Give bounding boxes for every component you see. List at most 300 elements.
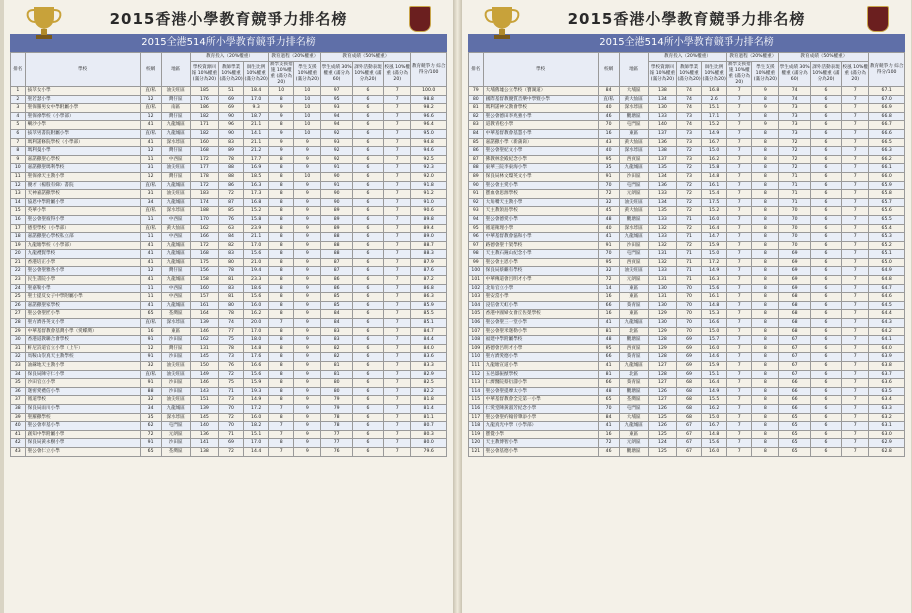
cell-a: 130 bbox=[648, 284, 676, 293]
table-row bbox=[11, 387, 447, 396]
cell-a: 140 bbox=[648, 121, 676, 130]
cell-a: 131 bbox=[648, 293, 676, 302]
cell-a: 162 bbox=[190, 224, 218, 233]
cell-g: 6 bbox=[810, 121, 841, 130]
cell-h: 7 bbox=[842, 267, 869, 276]
cell-d: 7 bbox=[727, 172, 752, 181]
cell-school: 聖公會聖匠小學 bbox=[25, 310, 140, 319]
cell-e: 8 bbox=[752, 422, 779, 431]
cell-d: 7 bbox=[727, 95, 752, 104]
cell-rank: 81 bbox=[469, 104, 484, 113]
cell-t: 63.8 bbox=[869, 362, 905, 371]
col-resource: 學校資源回報 10%權重 (滿分為20) bbox=[648, 62, 676, 87]
cell-district: 深水埗區 bbox=[161, 319, 190, 328]
cell-district: 九龍城區 bbox=[619, 233, 648, 242]
col-total: 教育競爭力 綜合得分/100 bbox=[869, 53, 905, 87]
cell-b: 78 bbox=[219, 267, 244, 276]
table-row bbox=[469, 293, 905, 302]
cell-net: 41 bbox=[598, 362, 619, 371]
cell-rank: 99 bbox=[469, 258, 484, 267]
table-row bbox=[11, 327, 447, 336]
ranking-table-right bbox=[468, 52, 905, 457]
cell-h: 7 bbox=[842, 104, 869, 113]
cell-f: 94 bbox=[321, 121, 352, 130]
cell-net: 11 bbox=[140, 155, 161, 164]
group-process: 教育過程（20%權重） bbox=[269, 53, 321, 62]
table-row bbox=[469, 301, 905, 310]
cell-school: 九龍真光中學（小學部） bbox=[483, 422, 598, 431]
cell-a: 175 bbox=[190, 258, 218, 267]
cell-net: 48 bbox=[598, 387, 619, 396]
table-row bbox=[11, 430, 447, 439]
cell-district: 沙田區 bbox=[619, 172, 648, 181]
cell-school: 仁濟醫院蔡衍濤小學 bbox=[483, 379, 598, 388]
cell-f: 85 bbox=[321, 301, 352, 310]
cell-f: 71 bbox=[779, 181, 810, 190]
cell-net: 11 bbox=[140, 233, 161, 242]
cell-e: 9 bbox=[294, 327, 321, 336]
cell-f: 72 bbox=[779, 164, 810, 173]
cell-h: 7 bbox=[384, 112, 411, 121]
table-row bbox=[469, 155, 905, 164]
cell-g: 6 bbox=[352, 396, 383, 405]
cell-rank: 80 bbox=[469, 95, 484, 104]
cell-t: 86.8 bbox=[411, 284, 447, 293]
cell-b: 63 bbox=[219, 224, 244, 233]
cell-h: 7 bbox=[842, 87, 869, 96]
cell-e: 9 bbox=[294, 155, 321, 164]
cell-district: 屯門區 bbox=[161, 422, 190, 431]
cell-c: 15.2 bbox=[702, 121, 727, 130]
cell-f: 66 bbox=[779, 379, 810, 388]
cell-e: 8 bbox=[752, 95, 779, 104]
cell-school: 喇沙小學 bbox=[25, 121, 140, 130]
cell-b: 69 bbox=[677, 353, 702, 362]
cell-c: 15.0 bbox=[702, 147, 727, 156]
cell-h: 7 bbox=[384, 241, 411, 250]
cell-g: 6 bbox=[810, 138, 841, 147]
cell-c: 17.3 bbox=[244, 190, 269, 199]
table-row bbox=[11, 447, 447, 456]
cell-d: 7 bbox=[727, 207, 752, 216]
table-row bbox=[469, 353, 905, 362]
cell-e: 10 bbox=[294, 129, 321, 138]
cell-a: 131 bbox=[190, 344, 218, 353]
cell-c: 15.8 bbox=[702, 164, 727, 173]
cell-net: 直/私 bbox=[140, 224, 161, 233]
cell-a: 139 bbox=[190, 404, 218, 413]
table-row bbox=[11, 293, 447, 302]
cell-g: 6 bbox=[352, 430, 383, 439]
cell-h: 7 bbox=[384, 293, 411, 302]
cell-school: 保良局黃永樹小學 bbox=[25, 439, 140, 448]
group-input: 教育投入（20%權重） bbox=[190, 53, 268, 62]
cell-school: 聖嘉勒小學 bbox=[25, 284, 140, 293]
cell-a: 182 bbox=[190, 112, 218, 121]
cell-e: 8 bbox=[752, 258, 779, 267]
cell-h: 7 bbox=[842, 172, 869, 181]
cell-a: 160 bbox=[190, 284, 218, 293]
cell-school: 嘉諾撒聖心學校私立部 bbox=[25, 233, 140, 242]
cell-h: 7 bbox=[384, 215, 411, 224]
cell-h: 7 bbox=[842, 112, 869, 121]
cell-net: 32 bbox=[140, 396, 161, 405]
cell-rank: 100 bbox=[469, 267, 484, 276]
table-row bbox=[11, 155, 447, 164]
cell-t: 64.2 bbox=[869, 327, 905, 336]
cell-t: 89.0 bbox=[411, 233, 447, 242]
cell-e: 9 bbox=[294, 447, 321, 456]
cell-net: 91 bbox=[140, 353, 161, 362]
cell-net: 12 bbox=[140, 147, 161, 156]
cell-d: 7 bbox=[269, 319, 294, 328]
cell-net: 95 bbox=[598, 344, 619, 353]
cell-d: 10 bbox=[269, 87, 294, 96]
cell-d: 7 bbox=[727, 439, 752, 448]
cell-school: 協恩中學附屬小學 bbox=[25, 198, 140, 207]
cell-f: 70 bbox=[779, 233, 810, 242]
cell-school: 聖保羅男女中學附屬小學 bbox=[25, 104, 140, 113]
cell-net: 46 bbox=[598, 447, 619, 456]
cell-school: 聖若瑟小學 bbox=[25, 95, 140, 104]
cell-e: 8 bbox=[752, 439, 779, 448]
cell-rank: 20 bbox=[11, 250, 26, 259]
cell-district: 沙田區 bbox=[161, 379, 190, 388]
cell-district: 荃灣區 bbox=[619, 396, 648, 405]
cell-school: 聖方濟愛德小學 bbox=[483, 353, 598, 362]
cell-e: 8 bbox=[752, 353, 779, 362]
cell-h: 7 bbox=[384, 258, 411, 267]
cell-b: 72 bbox=[677, 147, 702, 156]
cell-net: 72 bbox=[140, 430, 161, 439]
cell-e: 8 bbox=[752, 370, 779, 379]
cell-district: 九龍城區 bbox=[619, 319, 648, 328]
cell-e: 9 bbox=[294, 344, 321, 353]
cell-rank: 113 bbox=[469, 379, 484, 388]
cell-rank: 18 bbox=[11, 233, 26, 242]
col-fame: 校風 10%權重 (滿分為20) bbox=[384, 62, 411, 87]
cell-a: 188 bbox=[190, 207, 218, 216]
cell-b: 68 bbox=[677, 396, 702, 405]
cell-net: 40 bbox=[598, 104, 619, 113]
cell-e: 8 bbox=[752, 447, 779, 456]
cell-h: 7 bbox=[842, 164, 869, 173]
cell-c: 16.1 bbox=[702, 293, 727, 302]
cell-f: 80 bbox=[321, 379, 352, 388]
cell-rank: 115 bbox=[469, 396, 484, 405]
cell-h: 7 bbox=[842, 327, 869, 336]
cell-rank: 110 bbox=[469, 353, 484, 362]
cell-school: 優才（楊殷有娣）書院 bbox=[25, 181, 140, 190]
cell-district: 元朗區 bbox=[619, 190, 648, 199]
cell-h: 7 bbox=[384, 138, 411, 147]
cell-e: 8 bbox=[752, 344, 779, 353]
cell-district: 油尖旺區 bbox=[161, 370, 190, 379]
cell-b: 71 bbox=[219, 430, 244, 439]
cell-e: 9 bbox=[294, 276, 321, 285]
table-row bbox=[11, 310, 447, 319]
cell-net: 41 bbox=[140, 241, 161, 250]
cell-d: 8 bbox=[269, 233, 294, 242]
cell-d: 7 bbox=[727, 112, 752, 121]
cell-f: 89 bbox=[321, 215, 352, 224]
cell-net: 12 bbox=[140, 344, 161, 353]
col-school: 學校 bbox=[25, 53, 140, 87]
cell-district: 中西區 bbox=[161, 215, 190, 224]
cell-f: 70 bbox=[779, 241, 810, 250]
cell-school: 聖公會基德小學 bbox=[483, 447, 598, 456]
table-row bbox=[469, 181, 905, 190]
cell-rank: 106 bbox=[469, 319, 484, 328]
cell-district: 油尖旺區 bbox=[161, 396, 190, 405]
cell-g: 6 bbox=[352, 276, 383, 285]
cell-c: 16.0 bbox=[244, 413, 269, 422]
cell-e: 9 bbox=[752, 104, 779, 113]
table-row bbox=[11, 413, 447, 422]
cell-b: 68 bbox=[677, 379, 702, 388]
cell-e: 9 bbox=[294, 310, 321, 319]
cell-g: 6 bbox=[352, 87, 383, 96]
table-row bbox=[469, 327, 905, 336]
cell-t: 87.6 bbox=[411, 267, 447, 276]
cell-g: 6 bbox=[352, 207, 383, 216]
cell-rank: 102 bbox=[469, 284, 484, 293]
cell-rank: 97 bbox=[469, 241, 484, 250]
cell-b: 73 bbox=[677, 138, 702, 147]
cell-e: 9 bbox=[294, 439, 321, 448]
col-fame: 校風 10%權重 (滿分為20) bbox=[842, 62, 869, 87]
cell-g: 6 bbox=[810, 319, 841, 328]
cell-g: 6 bbox=[352, 250, 383, 259]
cell-t: 89.4 bbox=[411, 224, 447, 233]
cell-g: 6 bbox=[810, 181, 841, 190]
cell-t: 88.7 bbox=[411, 241, 447, 250]
cell-school: 保良局林文燦英文小學 bbox=[483, 172, 598, 181]
cell-e: 9 bbox=[294, 413, 321, 422]
cell-f: 81 bbox=[321, 370, 352, 379]
cell-school: 北角官立小學 bbox=[483, 284, 598, 293]
cell-net: 41 bbox=[598, 422, 619, 431]
cell-b: 83 bbox=[219, 284, 244, 293]
cell-c: 14.8 bbox=[702, 301, 727, 310]
cell-d: 8 bbox=[269, 276, 294, 285]
cell-rank: 114 bbox=[469, 387, 484, 396]
cell-t: 64.1 bbox=[869, 336, 905, 345]
cell-g: 6 bbox=[810, 422, 841, 431]
cell-rank: 19 bbox=[11, 241, 26, 250]
cell-district: 沙田區 bbox=[161, 353, 190, 362]
cell-net: 41 bbox=[140, 138, 161, 147]
cell-b: 69 bbox=[219, 104, 244, 113]
cell-a: 132 bbox=[648, 258, 676, 267]
left-page bbox=[4, 0, 453, 613]
cell-t: 86.3 bbox=[411, 293, 447, 302]
cell-t: 87.9 bbox=[411, 258, 447, 267]
cell-h: 7 bbox=[842, 353, 869, 362]
cell-f: 97 bbox=[321, 87, 352, 96]
table-row bbox=[469, 198, 905, 207]
cell-c: 19.4 bbox=[244, 267, 269, 276]
cell-t: 62.9 bbox=[869, 439, 905, 448]
cell-school: 仁愛堂陳黃淑芳紀念小學 bbox=[483, 404, 598, 413]
cell-f: 83 bbox=[321, 336, 352, 345]
cell-g: 6 bbox=[352, 224, 383, 233]
cell-d: 8 bbox=[269, 396, 294, 405]
cell-net: 16 bbox=[598, 310, 619, 319]
table-row bbox=[11, 129, 447, 138]
cell-d: 9 bbox=[269, 112, 294, 121]
cell-d: 7 bbox=[727, 181, 752, 190]
cell-f: 70 bbox=[779, 224, 810, 233]
cell-school: 保良局雨川小學 bbox=[25, 404, 140, 413]
cell-t: 63.2 bbox=[869, 413, 905, 422]
cell-net: 32 bbox=[598, 198, 619, 207]
cell-f: 68 bbox=[779, 293, 810, 302]
cell-rank: 10 bbox=[11, 164, 26, 173]
cell-f: 84 bbox=[321, 319, 352, 328]
cell-b: 67 bbox=[677, 447, 702, 456]
cell-a: 133 bbox=[648, 267, 676, 276]
cell-a: 127 bbox=[648, 396, 676, 405]
cell-g: 6 bbox=[810, 250, 841, 259]
cell-school: 嘉諾撒聖心學校 bbox=[25, 155, 140, 164]
cell-f: 82 bbox=[321, 353, 352, 362]
table-row bbox=[469, 310, 905, 319]
cell-district: 屯門區 bbox=[619, 250, 648, 259]
cell-t: 80.7 bbox=[411, 422, 447, 431]
cell-f: 93 bbox=[321, 138, 352, 147]
cell-b: 74 bbox=[677, 95, 702, 104]
cell-e: 9 bbox=[294, 336, 321, 345]
cell-district: 九龍城區 bbox=[161, 276, 190, 285]
cell-b: 72 bbox=[677, 164, 702, 173]
cell-t: 91.2 bbox=[411, 190, 447, 199]
cell-rank: 41 bbox=[11, 430, 26, 439]
cell-net: 40 bbox=[598, 147, 619, 156]
cell-e: 8 bbox=[752, 319, 779, 328]
cell-a: 138 bbox=[648, 87, 676, 96]
cell-district: 灣仔區 bbox=[161, 172, 190, 181]
cell-f: 71 bbox=[779, 190, 810, 199]
cell-net: 32 bbox=[140, 362, 161, 371]
cell-h: 7 bbox=[384, 404, 411, 413]
cell-district: 荃灣區 bbox=[161, 310, 190, 319]
cell-b: 72 bbox=[677, 241, 702, 250]
cell-district: 北區 bbox=[619, 370, 648, 379]
cell-e: 9 bbox=[294, 362, 321, 371]
table-row bbox=[469, 258, 905, 267]
cell-t: 65.5 bbox=[869, 215, 905, 224]
cell-h: 7 bbox=[842, 370, 869, 379]
cell-district: 觀塘區 bbox=[619, 215, 648, 224]
cell-g: 6 bbox=[352, 379, 383, 388]
table-row bbox=[469, 370, 905, 379]
cell-b: 75 bbox=[219, 336, 244, 345]
cell-d: 8 bbox=[269, 258, 294, 267]
cell-g: 6 bbox=[810, 396, 841, 405]
cell-h: 7 bbox=[384, 353, 411, 362]
cell-net: 46 bbox=[598, 112, 619, 121]
cell-a: 172 bbox=[190, 155, 218, 164]
cell-g: 6 bbox=[810, 301, 841, 310]
cell-e: 8 bbox=[752, 147, 779, 156]
cell-rank: 95 bbox=[469, 224, 484, 233]
cell-a: 128 bbox=[648, 353, 676, 362]
cell-e: 9 bbox=[294, 396, 321, 405]
cell-h: 7 bbox=[842, 215, 869, 224]
cell-net: 81 bbox=[598, 327, 619, 336]
cell-net: 66 bbox=[598, 301, 619, 310]
cell-h: 7 bbox=[384, 233, 411, 242]
cell-t: 92.3 bbox=[411, 164, 447, 173]
cell-t: 85.9 bbox=[411, 301, 447, 310]
cell-t: 63.6 bbox=[869, 379, 905, 388]
cell-c: 15.6 bbox=[702, 284, 727, 293]
cell-b: 72 bbox=[219, 413, 244, 422]
cell-a: 131 bbox=[648, 276, 676, 285]
page-title: 2015香港小學教育競爭力排名榜 bbox=[567, 10, 806, 28]
cell-d: 7 bbox=[727, 267, 752, 276]
cell-f: 66 bbox=[779, 404, 810, 413]
cell-school: 聖士提反女子中學附屬小學 bbox=[25, 293, 140, 302]
cell-h: 7 bbox=[842, 95, 869, 104]
cell-b: 68 bbox=[677, 413, 702, 422]
cell-h: 7 bbox=[842, 284, 869, 293]
cell-district: 油尖旺區 bbox=[619, 267, 648, 276]
cell-b: 71 bbox=[677, 250, 702, 259]
cell-a: 129 bbox=[648, 344, 676, 353]
cell-f: 69 bbox=[779, 276, 810, 285]
cell-net: 91 bbox=[598, 172, 619, 181]
cell-e: 9 bbox=[294, 164, 321, 173]
cell-net: 41 bbox=[140, 250, 161, 259]
cell-c: 15.1 bbox=[702, 370, 727, 379]
cell-e: 9 bbox=[294, 430, 321, 439]
cell-t: 82.2 bbox=[411, 387, 447, 396]
cell-d: 7 bbox=[727, 250, 752, 259]
cell-rank: 84 bbox=[469, 129, 484, 138]
cell-d: 7 bbox=[727, 87, 752, 96]
cell-c: 15.3 bbox=[702, 310, 727, 319]
cell-a: 127 bbox=[648, 379, 676, 388]
cell-a: 168 bbox=[190, 250, 218, 259]
cell-district: 九龍城區 bbox=[161, 241, 190, 250]
cell-c: 15.6 bbox=[244, 250, 269, 259]
cell-school: 東華三院李東海小學 bbox=[483, 164, 598, 173]
cell-school: 聖公會主愛小學 bbox=[483, 181, 598, 190]
table-row bbox=[11, 181, 447, 190]
cell-a: 133 bbox=[648, 112, 676, 121]
cell-a: 160 bbox=[190, 138, 218, 147]
cell-d: 7 bbox=[727, 258, 752, 267]
cell-c: 16.7 bbox=[702, 138, 727, 147]
cell-a: 170 bbox=[190, 215, 218, 224]
cell-e: 8 bbox=[752, 310, 779, 319]
cell-c: 15.6 bbox=[244, 370, 269, 379]
cell-e: 9 bbox=[294, 267, 321, 276]
cell-f: 84 bbox=[321, 310, 352, 319]
cell-district: 沙田區 bbox=[161, 387, 190, 396]
cell-rank: 119 bbox=[469, 430, 484, 439]
cell-t: 83.3 bbox=[411, 362, 447, 371]
cell-c: 21.1 bbox=[244, 233, 269, 242]
table-row bbox=[11, 422, 447, 431]
cell-c: 17.6 bbox=[244, 353, 269, 362]
cell-t: 65.9 bbox=[869, 181, 905, 190]
cell-t: 98.8 bbox=[411, 95, 447, 104]
cell-d: 8 bbox=[269, 293, 294, 302]
cell-c: 19.3 bbox=[244, 387, 269, 396]
